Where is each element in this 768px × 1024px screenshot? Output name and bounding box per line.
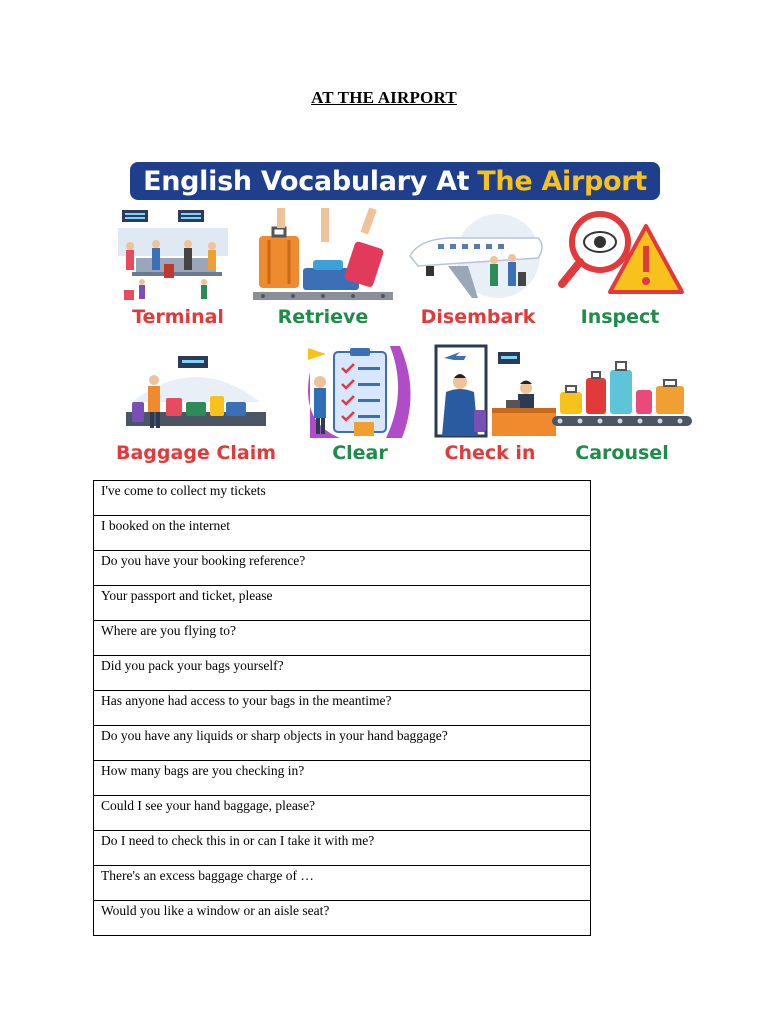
phrase-cell: How many bags are you checking in? [94, 761, 591, 796]
phrase-cell: Has anyone had access to your bags in the meantime? [94, 691, 591, 726]
carousel-luggage-illustration [552, 342, 692, 442]
banner-highlight-text: The Airport [477, 165, 647, 197]
table-row [94, 796, 591, 831]
table-row [94, 516, 591, 551]
phrase-cell: I booked on the internet [94, 516, 591, 551]
vocab-label-clear: Clear [332, 442, 388, 464]
vocab-label-carousel: Carousel [575, 442, 669, 464]
table-row [94, 901, 591, 936]
page-title: AT THE AIRPORT [311, 88, 457, 107]
table-row [94, 621, 591, 656]
vocab-label-inspect: Inspect [580, 306, 660, 328]
phrase-cell: Could I see your hand baggage, please? [94, 796, 591, 831]
baggage-claim-illustration [126, 342, 266, 442]
inspect-magnifier-illustration [550, 206, 690, 306]
table-row [94, 586, 591, 621]
table-row [94, 726, 591, 761]
phrase-cell: Do you have any liquids or sharp objects in your hand baggage? [94, 726, 591, 761]
phrases-table [93, 480, 591, 936]
disembark-plane-illustration [408, 206, 548, 306]
table-row [94, 761, 591, 796]
poster-banner [130, 162, 660, 200]
table-row [94, 656, 591, 691]
phrase-cell: Do you have your booking reference? [94, 551, 591, 586]
vocab-label-check-in: Check in [444, 442, 536, 464]
table-row [94, 551, 591, 586]
phrase-cell: There's an excess baggage charge of … [94, 866, 591, 901]
vocab-item-terminal [108, 206, 248, 351]
table-row [94, 866, 591, 901]
vocab-label-terminal: Terminal [132, 306, 224, 328]
vocab-item-disembark [408, 206, 548, 351]
terminal-illustration [108, 206, 248, 306]
phrase-cell: Did you pack your bags yourself? [94, 656, 591, 691]
vocab-item-clear [290, 342, 430, 487]
phrase-cell: Your passport and ticket, please [94, 586, 591, 621]
table-row [94, 481, 591, 516]
phrase-cell: Where are you flying to? [94, 621, 591, 656]
vocab-label-retrieve: Retrieve [277, 306, 369, 328]
table-row [94, 691, 591, 726]
clear-checklist-illustration [290, 342, 430, 442]
vocab-item-retrieve [253, 206, 393, 351]
vocabulary-poster [108, 156, 688, 464]
vocab-item-inspect [550, 206, 690, 351]
phrase-cell: Do I need to check this in or can I take it with me? [94, 831, 591, 866]
vocab-item-carousel [552, 342, 692, 487]
vocab-item-baggage-claim [116, 342, 277, 487]
vocab-label-disembark: Disembark [420, 306, 536, 328]
phrase-cell: I've come to collect my tickets [94, 481, 591, 516]
table-row [94, 831, 591, 866]
retrieve-luggage-illustration [253, 206, 393, 306]
vocab-label-baggage-claim: Baggage Claim [116, 442, 277, 464]
check-in-desk-illustration [420, 342, 560, 442]
banner-main-text: English Vocabulary At [143, 165, 470, 197]
vocab-item-check-in [420, 342, 560, 487]
phrase-cell: Would you like a window or an aisle seat? [94, 901, 591, 936]
